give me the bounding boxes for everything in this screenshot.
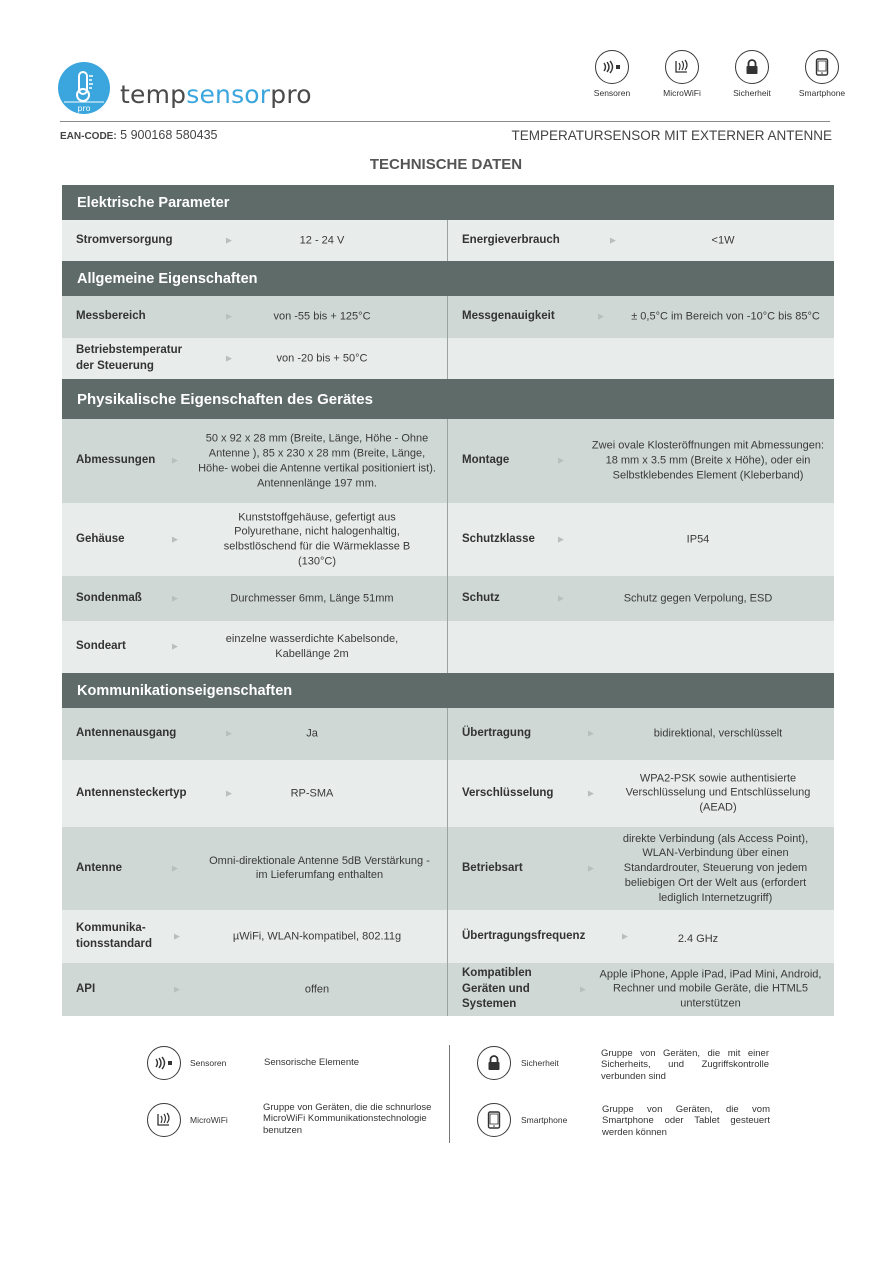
- table-row: [62, 296, 834, 338]
- feature-microwifi: MicroWiFi: [648, 50, 716, 98]
- smartphone-icon: [805, 50, 839, 84]
- spec-cell: Energieverbrauch ► <1W: [462, 233, 735, 247]
- spec-cell: Montage ► Zwei ovale Klosteröffnungen mit Abmessungen: 18 mm x 3.5 mm (Breite x Höhe), oder ein Selbstklebendes Element (Kleberband): [462, 439, 825, 482]
- smartphone-icon: [477, 1103, 511, 1137]
- thermometer-logo-icon: [58, 62, 110, 114]
- table-row: [62, 338, 834, 379]
- sensors-icon: [147, 1046, 181, 1080]
- spec-cell-empty: [448, 338, 834, 379]
- spec-cell: Betriebstemperatur der Steuerung ► von -20 bis + 50°C: [62, 338, 448, 379]
- arrow-icon: ►: [170, 641, 180, 653]
- spec-cell: Übertragungsfrequenz ► 2.4 GHz: [462, 929, 719, 945]
- header-divider: [60, 121, 830, 122]
- spec-cell: Schutzklasse ► IP54: [462, 532, 710, 546]
- arrow-icon: ►: [608, 235, 618, 246]
- spec-cell: Verschlüsselung ► WPA2-PSK sowie authentisierte Verschlüsselung und Entschlüsselung (AEAD): [462, 772, 811, 814]
- spec-cell: Kompatiblen Geräten und Systemen ► Apple iPhone, Apple iPad, iPad Mini, Android, Rechner und mobile Geräte, die HTML5 unterstützen: [462, 967, 822, 1011]
- arrow-icon: ►: [556, 593, 566, 604]
- table-row: [62, 220, 834, 261]
- arrow-icon: ►: [170, 863, 180, 874]
- spec-cell: Antenne ► Omni-direktionale Antenne 5dB Verstärkung - im Lieferumfang enthalten: [62, 827, 448, 910]
- table-row: [62, 708, 834, 760]
- arrow-icon: ►: [224, 788, 234, 799]
- arrow-icon: ►: [170, 455, 180, 467]
- arrow-icon: ►: [586, 728, 596, 740]
- table-row: [62, 963, 834, 1016]
- product-name: TEMPERATURSENSOR MIT EXTERNER ANTENNE: [511, 128, 832, 143]
- spec-cell: Sondeart ► einzelne wasserdichte Kabelsonde, Kabellänge 2m: [62, 621, 448, 673]
- table-row: [62, 760, 834, 827]
- spec-cell: Schutz ► Schutz gegen Verpolung, ESD: [462, 591, 773, 605]
- legend-item-microwifi: [147, 1103, 181, 1137]
- lock-icon: [735, 50, 769, 84]
- feature-security: Sicherheit: [718, 50, 786, 98]
- legend-item-sensors: [147, 1046, 181, 1080]
- spec-cell: Übertragung ► bidirektional, verschlüsselt: [462, 727, 783, 740]
- feature-icons: [578, 50, 858, 98]
- arrow-icon: ►: [224, 235, 234, 246]
- ean-code: EAN-CODE: 5 900168 580435: [60, 128, 218, 142]
- spec-cell: API ► offen: [62, 963, 448, 1016]
- spec-cell: Kommunika-tionsstandard ► µWiFi, WLAN-kompatibel, 802.11g: [62, 910, 448, 963]
- legend-item-smartphone: [477, 1103, 511, 1137]
- arrow-icon: ►: [556, 455, 566, 467]
- icon-legend: Sensoren Sensorische Elemente MicroWiFi Gruppe von Geräten, die die schnurlose MicroWiFi Kommunikationstechnologie benutzen Sicherheit Gruppe von Geräten, die mit einer Sicherheits, und Zugriffskontrolle verbunden sind Smartphone Gruppe von Geräten, die vom Smartphone oder Tablet gesteuert werden können: [0, 1040, 892, 1150]
- microwifi-icon: [147, 1103, 181, 1137]
- arrow-icon: ►: [224, 311, 234, 323]
- brand-logo: [58, 62, 312, 114]
- arrow-icon: ►: [620, 931, 630, 942]
- arrow-icon: ►: [596, 311, 606, 323]
- legend-divider: [449, 1045, 450, 1143]
- table-row: [62, 576, 834, 621]
- arrow-icon: ►: [170, 534, 180, 545]
- spec-table: [62, 185, 834, 1016]
- arrow-icon: ►: [586, 863, 596, 874]
- microwifi-icon: [665, 50, 699, 84]
- arrow-icon: ►: [172, 931, 182, 942]
- spec-cell: Sondenmaß ► Durchmesser 6mm, Länge 51mm: [62, 576, 448, 621]
- sensors-icon: [595, 50, 629, 84]
- section-header: Physikalische Eigenschaften des Gerätes: [62, 379, 834, 419]
- svg-text:pro: pro: [77, 104, 91, 113]
- arrow-icon: ►: [586, 788, 596, 799]
- section-header: Allgemeine Eigenschaften: [62, 261, 834, 296]
- spec-cell: Messgenauigkeit ► ± 0,5°C im Bereich von -10°C bis 85°C: [462, 310, 820, 323]
- arrow-icon: ►: [556, 534, 566, 545]
- section-header: Kommunikationseigenschaften: [62, 673, 834, 708]
- spec-cell: Antennensteckertyp ► RP-SMA: [62, 760, 448, 827]
- spec-cell: Abmessungen ► 50 x 92 x 28 mm (Breite, Länge, Höhe - Ohne Antenne ), 85 x 230 x 28 mm (Breite, Länge, Höhe- wobei die Antenne vertikal positioniert ist). Antennenlänge 197 mm.: [62, 419, 448, 503]
- spec-cell: Messbereich ► von -55 bis + 125°C: [62, 296, 448, 338]
- arrow-icon: ►: [578, 984, 588, 995]
- arrow-icon: ►: [224, 353, 234, 364]
- brand-name: tempsensorpro: [120, 79, 312, 109]
- table-row: [62, 621, 834, 673]
- spec-cell-empty: [448, 621, 834, 673]
- spec-cell: Gehäuse ► Kunststoffgehäuse, gefertigt aus Polyurethane, nicht halogenhaltig, selbstlöschend für die Wärmeklasse B (130°C): [62, 503, 448, 576]
- table-row: [62, 419, 834, 503]
- arrow-icon: ►: [170, 593, 180, 604]
- section-header: Elektrische Parameter: [62, 185, 834, 220]
- spec-cell: Antennenausgang ► Ja: [62, 708, 448, 760]
- table-row: [62, 503, 834, 576]
- feature-smartphone: Smartphone: [788, 50, 856, 98]
- table-row: [62, 827, 834, 910]
- page-title: TECHNISCHE DATEN: [369, 156, 523, 173]
- spec-cell: Betriebsart ► direkte Verbindung (als Access Point), WLAN-Verbindung über einen Standardrouter, Steuerung von jedem beliebigen Ort der Welt aus (erfordert lediglich Internetzugriff): [462, 832, 809, 904]
- legend-item-security: [477, 1046, 511, 1080]
- arrow-icon: ►: [172, 984, 182, 995]
- table-row: [62, 910, 834, 963]
- lock-icon: [477, 1046, 511, 1080]
- feature-sensors: Sensoren: [578, 50, 646, 98]
- arrow-icon: ►: [224, 728, 234, 740]
- spec-cell: Stromversorgung ► 12 - 24 V: [62, 220, 448, 261]
